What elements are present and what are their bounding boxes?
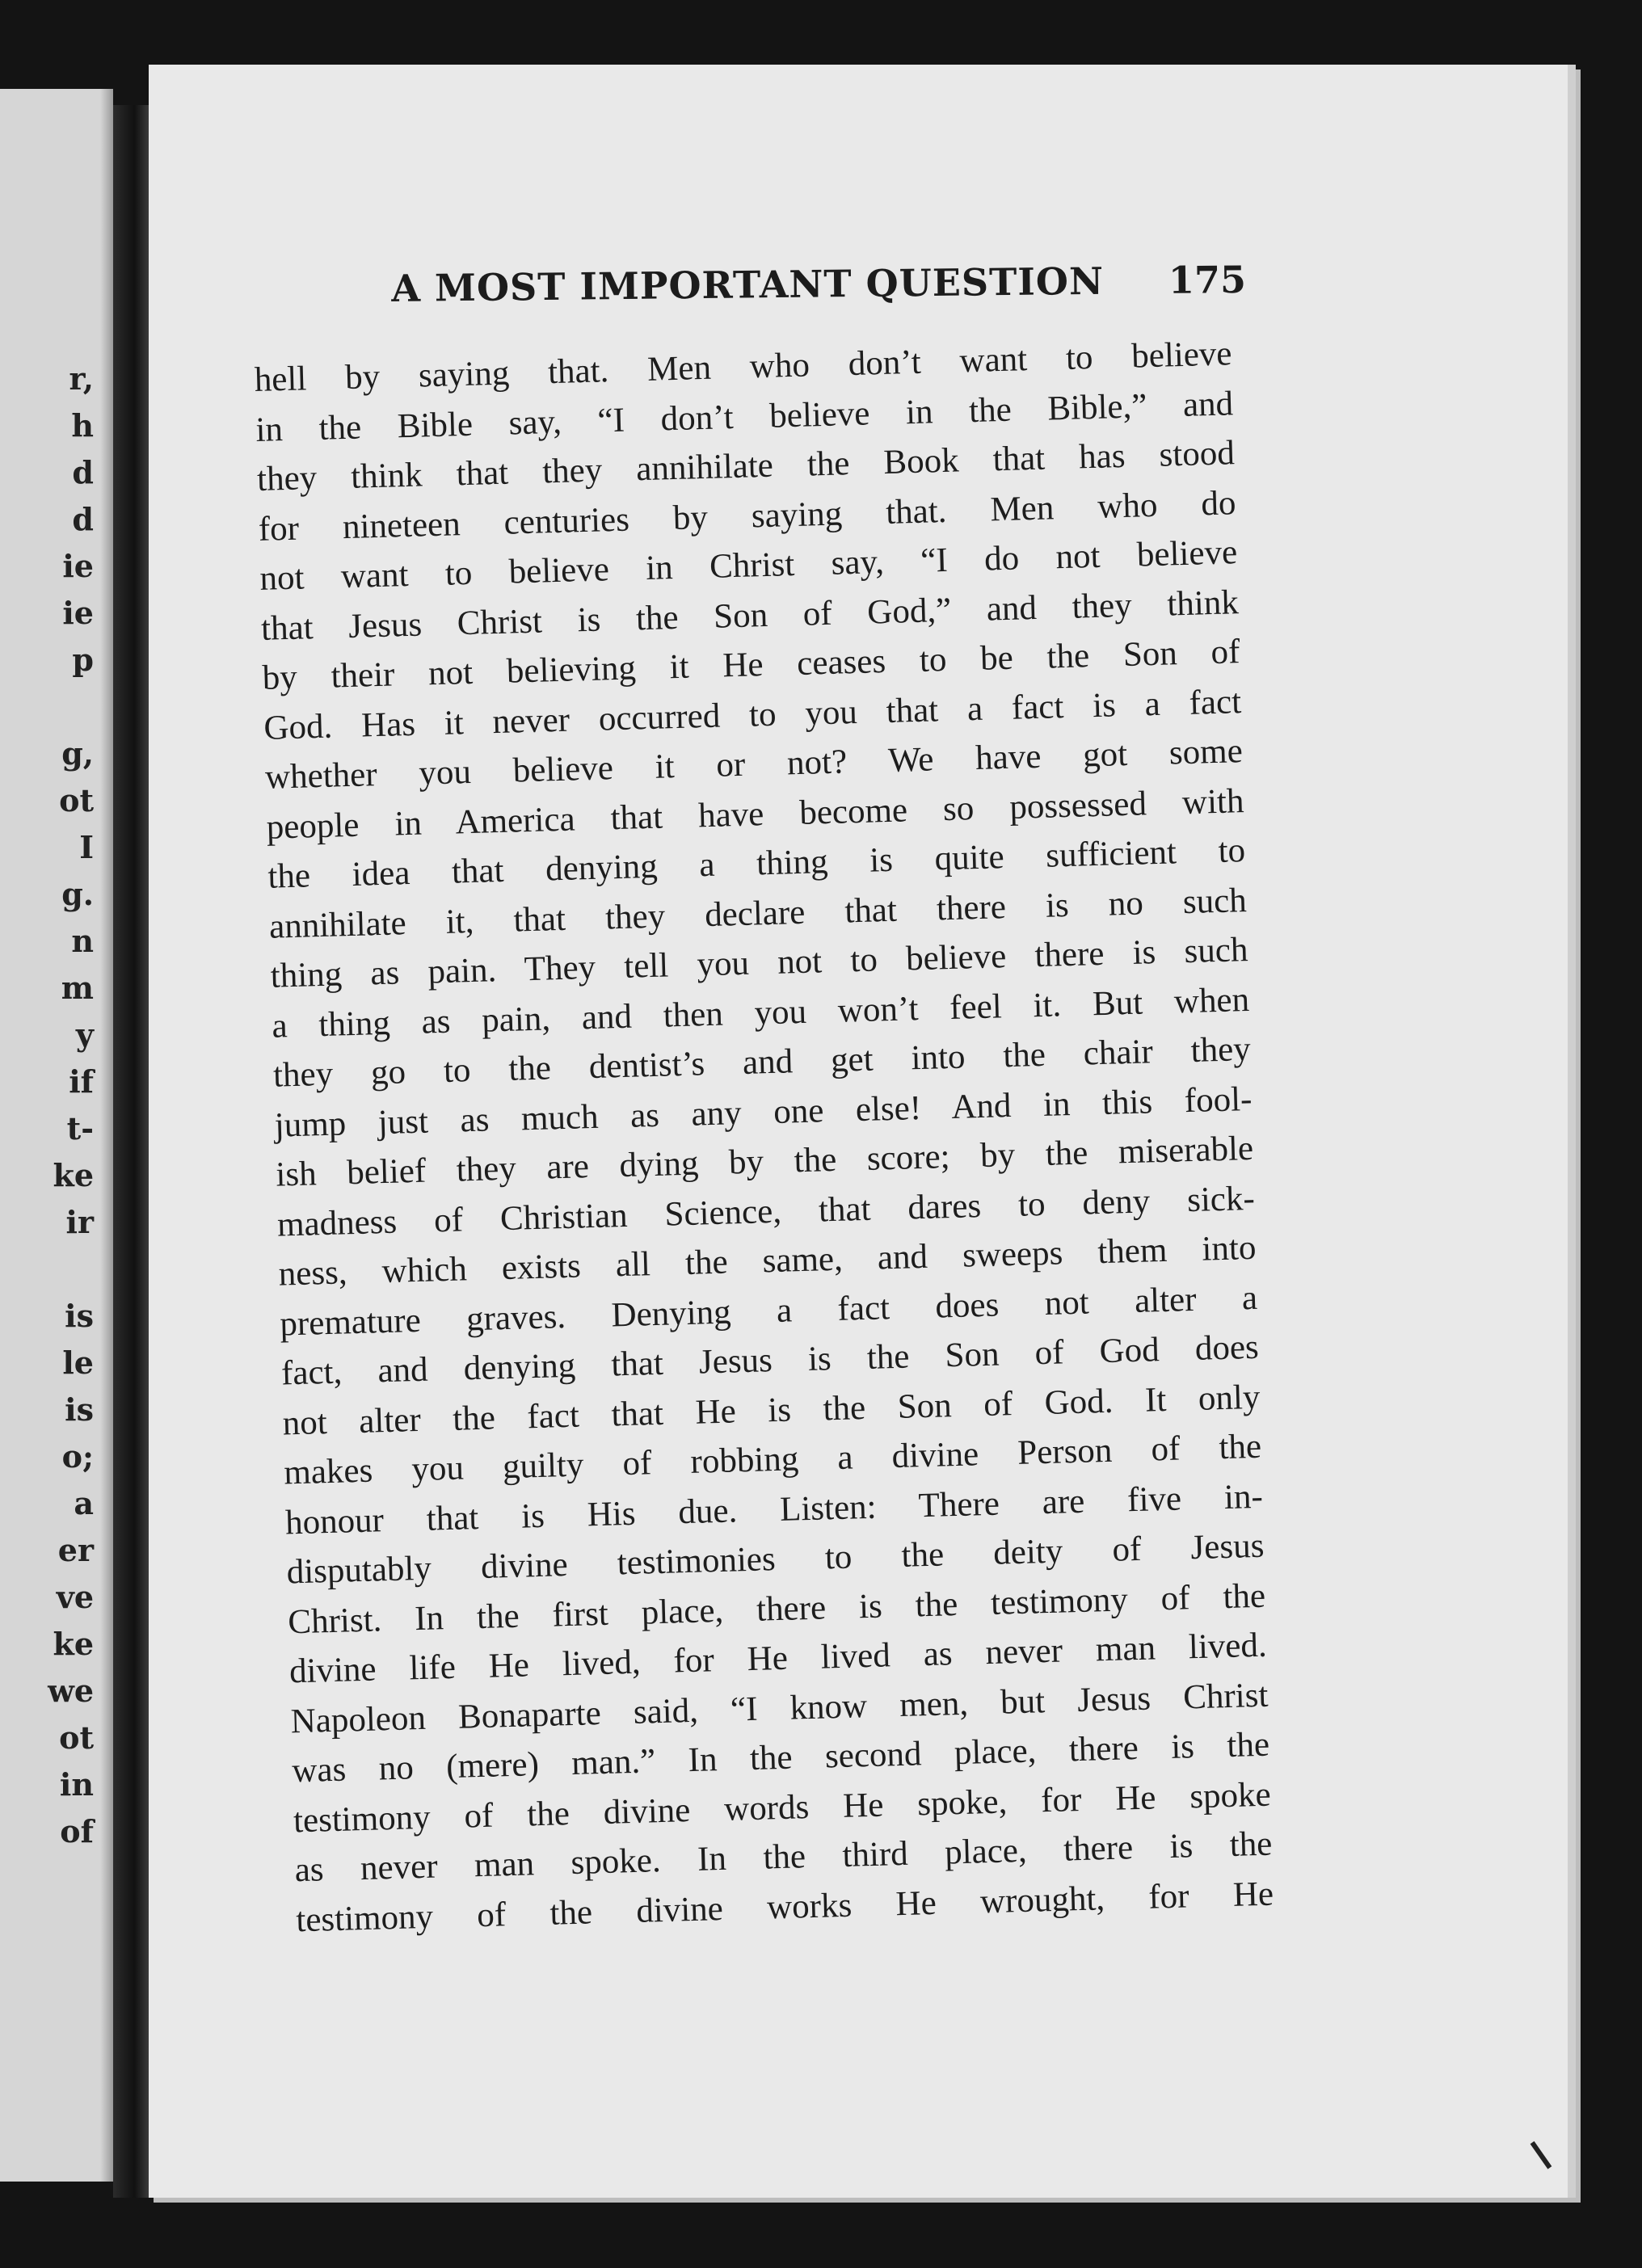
left-fragment: g. xyxy=(61,876,94,912)
left-fragment: ke xyxy=(53,1626,94,1662)
left-fragment: ir xyxy=(65,1204,94,1240)
left-fragment: h xyxy=(71,407,94,444)
text-line: a thing as pain, and then you won’t feel it. But when xyxy=(271,980,1250,1046)
text-line: whether you believe it or not? We have got some xyxy=(264,732,1244,797)
left-fragment: le xyxy=(62,1344,94,1381)
text-line: as never man spoke. In the third place, there is the xyxy=(294,1824,1273,1890)
right-page xyxy=(149,65,1576,2198)
left-fragment: g, xyxy=(61,735,94,772)
text-line: by their not believing it He ceases to be the Son of xyxy=(262,633,1240,697)
left-fragment: y xyxy=(75,1016,94,1053)
text-line: testimony of the divine words He spoke, for He spoke xyxy=(293,1775,1272,1840)
running-title: A MOST IMPORTANT QUESTION xyxy=(391,259,1105,310)
text-line: ish belief they are dying by the score; by the miserable xyxy=(275,1129,1254,1194)
text-line: thing as pain. They tell you not to believe there is such xyxy=(270,930,1248,995)
body-text xyxy=(254,329,1274,1945)
page-number: 175 xyxy=(1168,257,1247,302)
left-facing-page xyxy=(0,89,113,2182)
text-line: ness, which exists all the same, and sweeps them into xyxy=(278,1228,1257,1294)
left-fragment: ie xyxy=(62,595,94,631)
left-fragment: of xyxy=(60,1813,94,1849)
text-line: they go to the dentist’s and get into the chair they xyxy=(272,1029,1252,1095)
left-fragment: a xyxy=(74,1485,94,1521)
left-fragment xyxy=(0,1246,97,1293)
left-fragment: d xyxy=(72,501,94,537)
text-line: people in America that have become so possessed with xyxy=(266,781,1244,847)
text-line: in the Bible say, “I don’t believe in the Bible,” and xyxy=(255,384,1234,449)
text-line: jump just as much as any one else! And in this fool- xyxy=(274,1079,1253,1145)
corner-mark xyxy=(1530,2131,1567,2169)
text-line: Napoleon Bonaparte said, “I know men, but Jesus Christ xyxy=(290,1676,1269,1740)
text-line: that Jesus Christ is the Son of God,” and they think xyxy=(260,583,1240,648)
text-line: not alter the fact that He is the Son of God. It only xyxy=(282,1378,1261,1443)
left-fragment: we xyxy=(48,1673,94,1709)
left-fragment: I xyxy=(79,829,94,865)
left-fragment: p xyxy=(72,642,94,678)
text-line: Christ. In the first place, there is the testimony of the xyxy=(287,1576,1266,1641)
text-line: premature graves. Denying a fact does not alter a xyxy=(279,1278,1258,1344)
left-fragment: d xyxy=(72,454,94,490)
text-line: divine life He lived, for He lived as never man lived. xyxy=(288,1626,1268,1691)
left-fragment xyxy=(0,684,97,730)
left-fragment: if xyxy=(69,1063,94,1100)
left-fragment: ke xyxy=(53,1157,94,1193)
left-fragment: in xyxy=(59,1766,94,1803)
text-line: was no (mere) man.” In the second place, there is the xyxy=(291,1725,1270,1790)
text-line: they think that they annihilate the Book that has stood xyxy=(256,434,1236,499)
text-line: honour that is His due. Listen: There are five in- xyxy=(284,1477,1264,1542)
gutter-shadow xyxy=(100,89,113,2182)
left-fragment: r, xyxy=(69,360,94,397)
left-fragment: m xyxy=(61,970,94,1006)
left-fragment: ie xyxy=(62,548,94,584)
text-line: God. Has it never occurred to you that a fact is a fact xyxy=(263,682,1242,747)
left-fragment: is xyxy=(65,1298,94,1334)
left-fragment: ot xyxy=(59,782,94,818)
text-line: madness of Christian Science, that dares to deny sick- xyxy=(276,1179,1256,1244)
left-fragment: t- xyxy=(66,1110,94,1147)
book-spine xyxy=(113,105,149,2198)
text-line: hell by saying that. Men who don’t want to believe xyxy=(254,335,1233,399)
text-line: disputably divine testimonies to the deity of Jesus xyxy=(286,1526,1265,1592)
left-fragment: is xyxy=(65,1391,94,1428)
left-fragment: n xyxy=(71,923,94,959)
text-line: fact, and denying that Jesus is the Son of God does xyxy=(280,1328,1260,1393)
text-line: testimony of the divine works He wrought, for He xyxy=(295,1875,1274,1939)
left-fragment: er xyxy=(57,1532,94,1568)
text-line: for nineteen centuries by saying that. Men who do xyxy=(258,483,1237,549)
left-fragment: ve xyxy=(56,1579,94,1615)
text-line: not want to believe in Christ say, “I do not believe xyxy=(259,533,1238,598)
left-fragment: ot xyxy=(59,1719,94,1756)
text-line: annihilate it, that they declare that there is no such xyxy=(268,881,1248,946)
page-header xyxy=(391,256,1361,310)
left-page-text-fragments xyxy=(0,356,97,1855)
left-fragment: o; xyxy=(61,1438,94,1475)
page-edge xyxy=(1568,65,1576,2198)
text-line: makes you guilty of robbing a divine Person of the xyxy=(283,1427,1262,1492)
text-line: the idea that denying a thing is quite sufficient to xyxy=(267,831,1246,896)
